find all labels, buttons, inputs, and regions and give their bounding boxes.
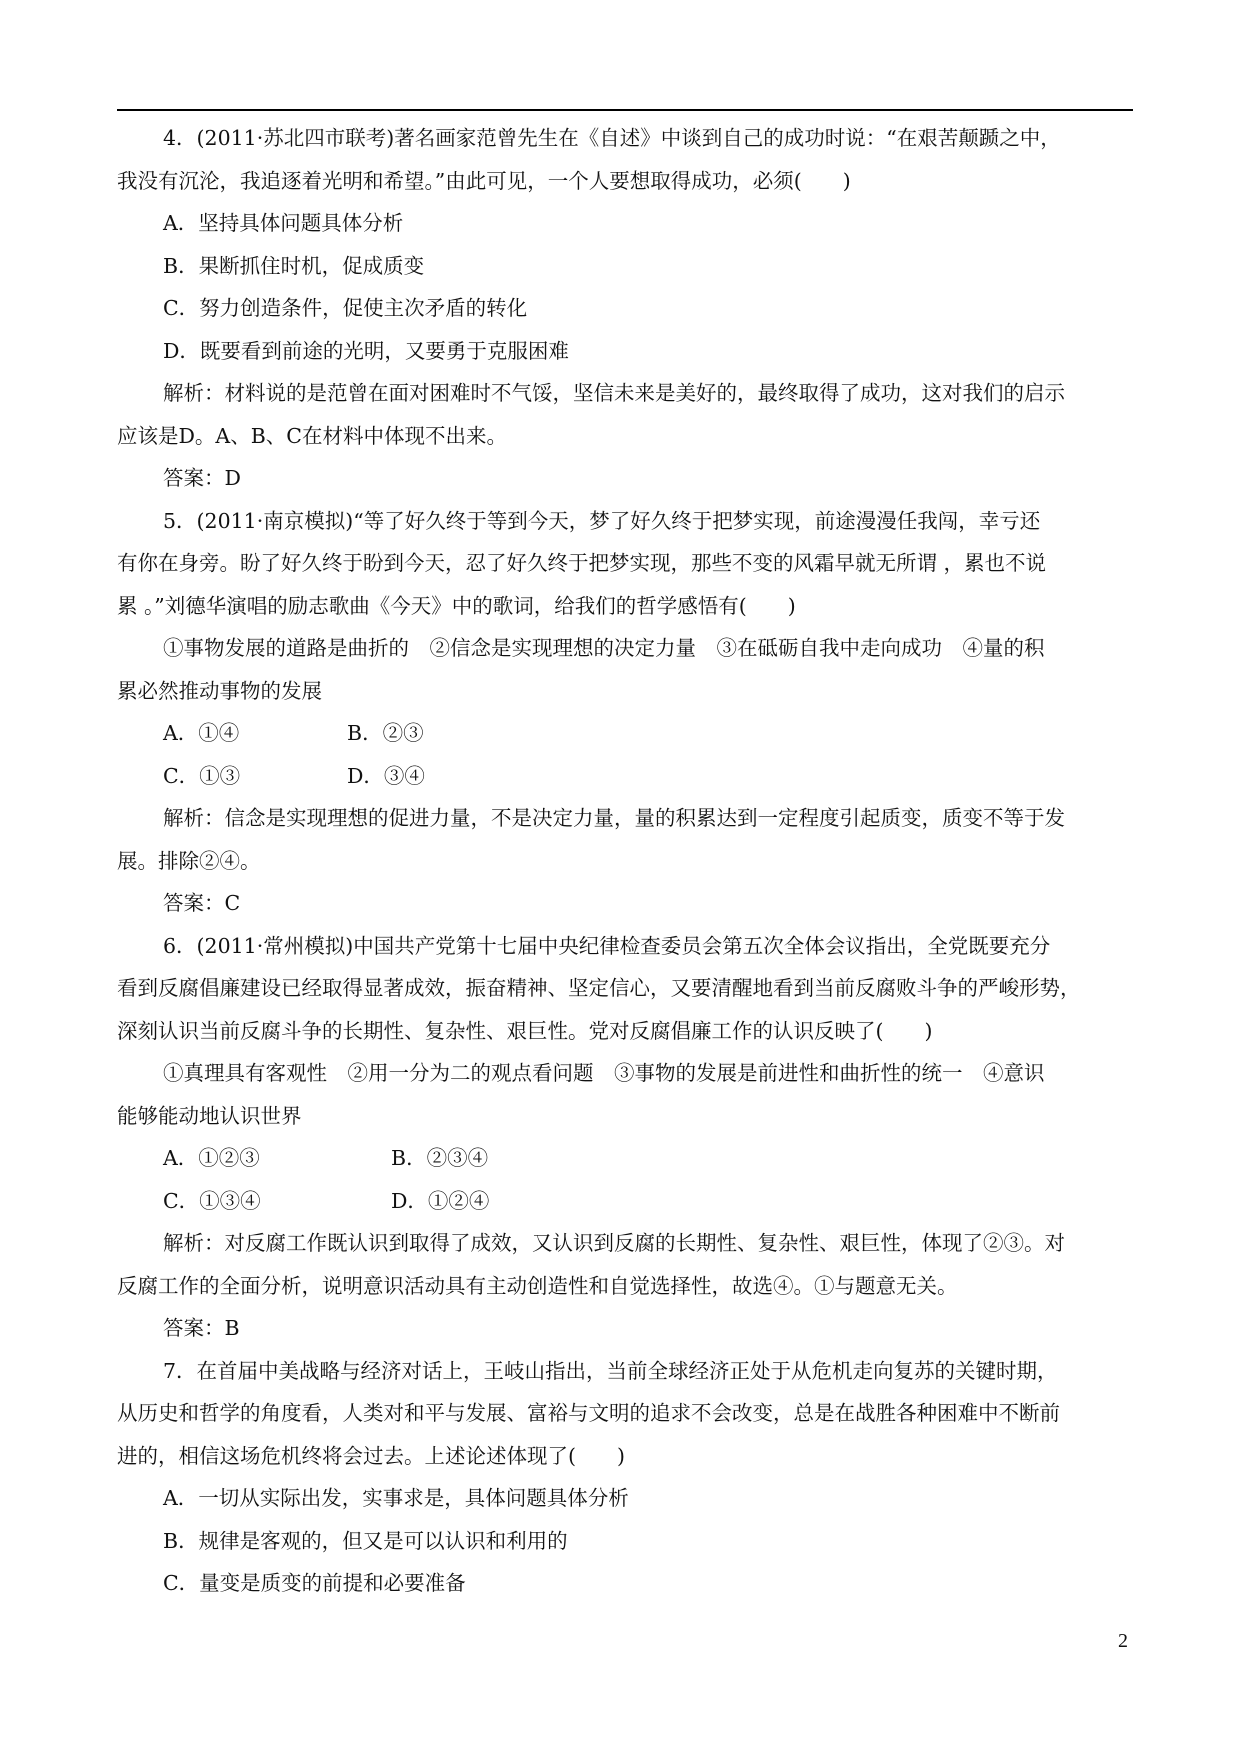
- option-row: [117, 712, 1133, 755]
- page-number: 2: [1118, 1630, 1128, 1652]
- question-stem: 深刻认识当前反腐斗争的长期性、复杂性、艰巨性。党对反腐倡廉工作的认识反映了( ): [117, 1018, 933, 1043]
- question-stem: 进的，相信这场危机终将会过去。上述论述体现了( ): [117, 1443, 625, 1468]
- question-stem: 7．在首届中美战略与经济对话上，王岐山指出，当前全球经济正处于从危机走向复苏的关键时期，: [163, 1358, 1058, 1383]
- question-7: [117, 1350, 1133, 1605]
- option-d: D．③④: [347, 763, 425, 788]
- question-6: [117, 925, 1133, 1350]
- question-stem: 6．(2011·常州模拟)中国共产党第十七届中央纪律检查委员会第五次全体会议指出，全党既要充分: [163, 933, 1051, 958]
- analysis-text: 解析：材料说的是范曾在面对困难时不气馁，坚信未来是美好的，最终取得了成功，这对我们的启示: [163, 381, 1065, 405]
- question-stem: 4．(2011·苏北四市联考)著名画家范曾先生在《自述》中谈到自己的成功时说：“在艰苦颠踬之中，: [163, 126, 1061, 150]
- option-c: C．①③④: [163, 1188, 261, 1213]
- question-stem: 累 。”刘德华演唱的励志歌曲《今天》中的歌词，给我们的哲学感悟有( ): [117, 593, 796, 618]
- statement-items: ①真理具有客观性 ②用一分为二的观点看问题 ③事物的发展是前进性和曲折性的统一 ④意识: [163, 1061, 1045, 1085]
- option-d: D．①②④: [391, 1188, 490, 1213]
- question-stem: 5．(2011·南京模拟)“等了好久终于等到今天，梦了好久终于把梦实现，前途漫漫任我闯，幸亏还: [163, 508, 1041, 533]
- option-c: C．努力创造条件，促使主次矛盾的转化: [163, 296, 528, 320]
- page-content: [117, 117, 1133, 1605]
- answer-text: 答案：C: [163, 891, 241, 915]
- option-b: B．果断抓住时机，促成质变: [163, 253, 425, 278]
- option-row: [117, 755, 1133, 798]
- analysis-text: 应该是D。A、B、C在材料中体现不出来。: [117, 423, 507, 448]
- option-row: [117, 1137, 1133, 1180]
- option-row: [117, 1180, 1133, 1223]
- question-stem: 从历史和哲学的角度看，人类对和平与发展、富裕与文明的追求不会改变，总是在战胜各种困难中不断前: [117, 1401, 1060, 1425]
- question-5: [117, 500, 1133, 925]
- option-a: A．坚持具体问题具体分析: [163, 211, 404, 235]
- analysis-text: 反腐工作的全面分析，说明意识活动具有主动创造性和自觉选择性，故选④。①与题意无关。: [117, 1273, 958, 1298]
- question-4: [117, 117, 1133, 500]
- option-c: C．①③: [163, 763, 241, 788]
- analysis-text: 解析：对反腐工作既认识到取得了成效，又认识到反腐的长期性、复杂性、艰巨性，体现了②③。对: [163, 1231, 1065, 1255]
- header-rule: [117, 109, 1133, 111]
- statement-items: 累必然推动事物的发展: [117, 678, 322, 703]
- option-d: D．既要看到前途的光明，又要勇于克服困难: [163, 338, 569, 363]
- option-b: B．②③④: [391, 1146, 489, 1170]
- option-b: B．②③: [347, 721, 424, 745]
- statement-items: ①事物发展的道路是曲折的 ②信念是实现理想的决定力量 ③在砥砺自我中走向成功 ④量的积: [163, 636, 1045, 660]
- question-stem: 我没有沉沦，我追逐着光明和希望。”由此可见，一个人要想取得成功，必须( ): [117, 168, 851, 193]
- option-a: A．一切从实际出发，实事求是，具体问题具体分析: [163, 1486, 629, 1510]
- option-a: A．①④: [163, 721, 240, 745]
- question-stem: 看到反腐倡廉建设已经取得显著成效，振奋精神、坚定信心，又要清醒地看到当前反腐败斗争的严峻形势，: [117, 976, 1081, 1000]
- statement-items: 能够能动地认识世界: [117, 1103, 302, 1128]
- answer-text: 答案：D: [163, 466, 241, 490]
- option-b: B．规律是客观的，但又是可以认识和利用的: [163, 1528, 568, 1553]
- answer-text: 答案：B: [163, 1316, 240, 1340]
- option-a: A．①②③: [163, 1146, 260, 1170]
- analysis-text: 解析：信念是实现理想的促进力量，不是决定力量，量的积累达到一定程度引起质变，质变不等于发: [163, 806, 1065, 830]
- question-stem: 有你在身旁。盼了好久终于盼到今天，忍了好久终于把梦实现，那些不变的风霜早就无所谓 ，累也不说: [117, 551, 1047, 575]
- analysis-text: 展。排除②④。: [117, 848, 261, 873]
- option-c: C．量变是质变的前提和必要准备: [163, 1571, 466, 1595]
